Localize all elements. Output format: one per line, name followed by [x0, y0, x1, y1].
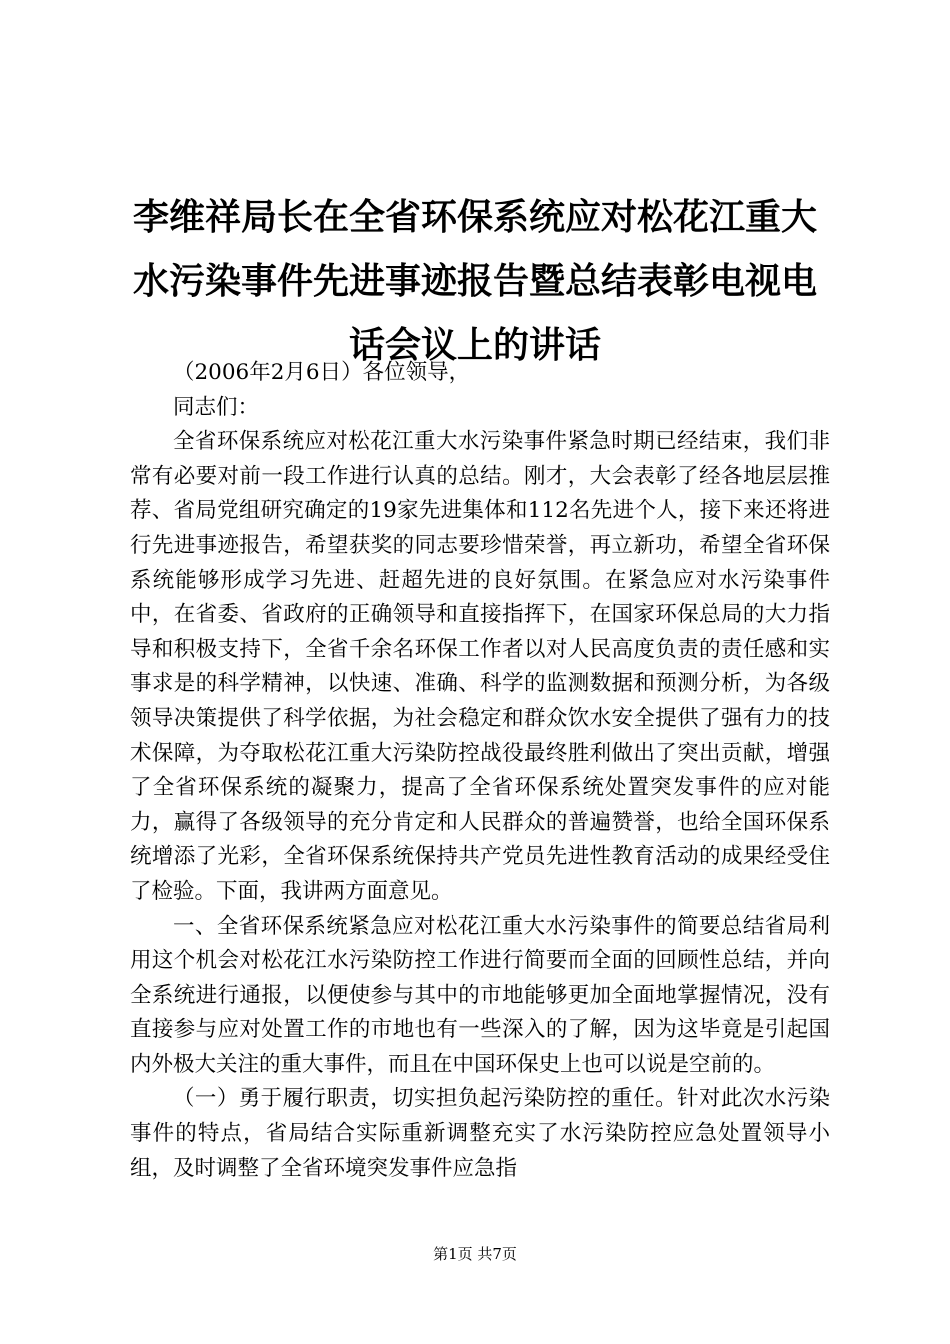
- date-greeting-paragraph: （2006年2月6日）各位领导，: [173, 360, 471, 385]
- body-paragraph-intro: 全省环保系统应对松花江重大水污染事件紧急时期已经结束，我们非常有必要对前一段工作进行认真的总结。刚才，大会表彰了经各地层层推荐、省局党组研究确定的19家先进集体和112名先进个人，接下来还将进行先进事迹报告，希望获奖的同志要珍惜荣誉，再立新功，希望全省环保系统能够形成学习先进、赶超先进的良好氛围。在紧急应对水污染事件中，在省委、省政府的正确领导和直接指挥下，在国家环保总局的大力指导和积极支持下，全省千余名环保工作者以对人民高度负责的责任感和实事求是的科学精神，以快速、准确、科学的监测数据和预测分析，为各级领导决策提供了科学依据，为社会稳定和群众饮水安全提供了强有力的技术保障，为夺取松花江重大污染防控战役最终胜利做出了突出贡献，增强了全省环保系统的凝聚力，提高了全省环保系统处置突发事件的应对能力，赢得了各级领导的充分肯定和人民群众的普遍赞誉，也给全国环保系统增添了光彩，全省环保系统保持共产党员先进性教育活动的成果经受住了检验。下面，我讲两方面意见。: [130, 429, 830, 904]
- body-paragraph-section-one: 一、全省环保系统紧急应对松花江重大水污染事件的简要总结省局利用这个机会对松花江水污染防控工作进行简要而全面的回顾性总结，并向全系统进行通报，以便使参与其中的市地能够更加全面地掌握情况，没有直接参与应对处置工作的市地也有一些深入的了解，因为这毕竟是引起国内外极大关注的重大事件，而且在中国环保史上也可以说是空前的。: [130, 913, 830, 1077]
- salutation-paragraph: 同志们：: [173, 394, 260, 420]
- document-body: [130, 356, 830, 1186]
- body-paragraph-subsection-one: （一）勇于履行职责，切实担负起污染防控的重任。针对此次水污染事件的特点，省局结合实际重新调整充实了水污染防控应急处置领导小组，及时调整了全省环境突发事件应急指: [130, 1086, 830, 1181]
- document-title: 李维祥局长在全省环保系统应对松花江重大水污染事件先进事迹报告暨总结表彰电视电话会议上的讲话: [132, 197, 817, 366]
- page-number-footer: 第1页 共7页: [433, 1245, 517, 1263]
